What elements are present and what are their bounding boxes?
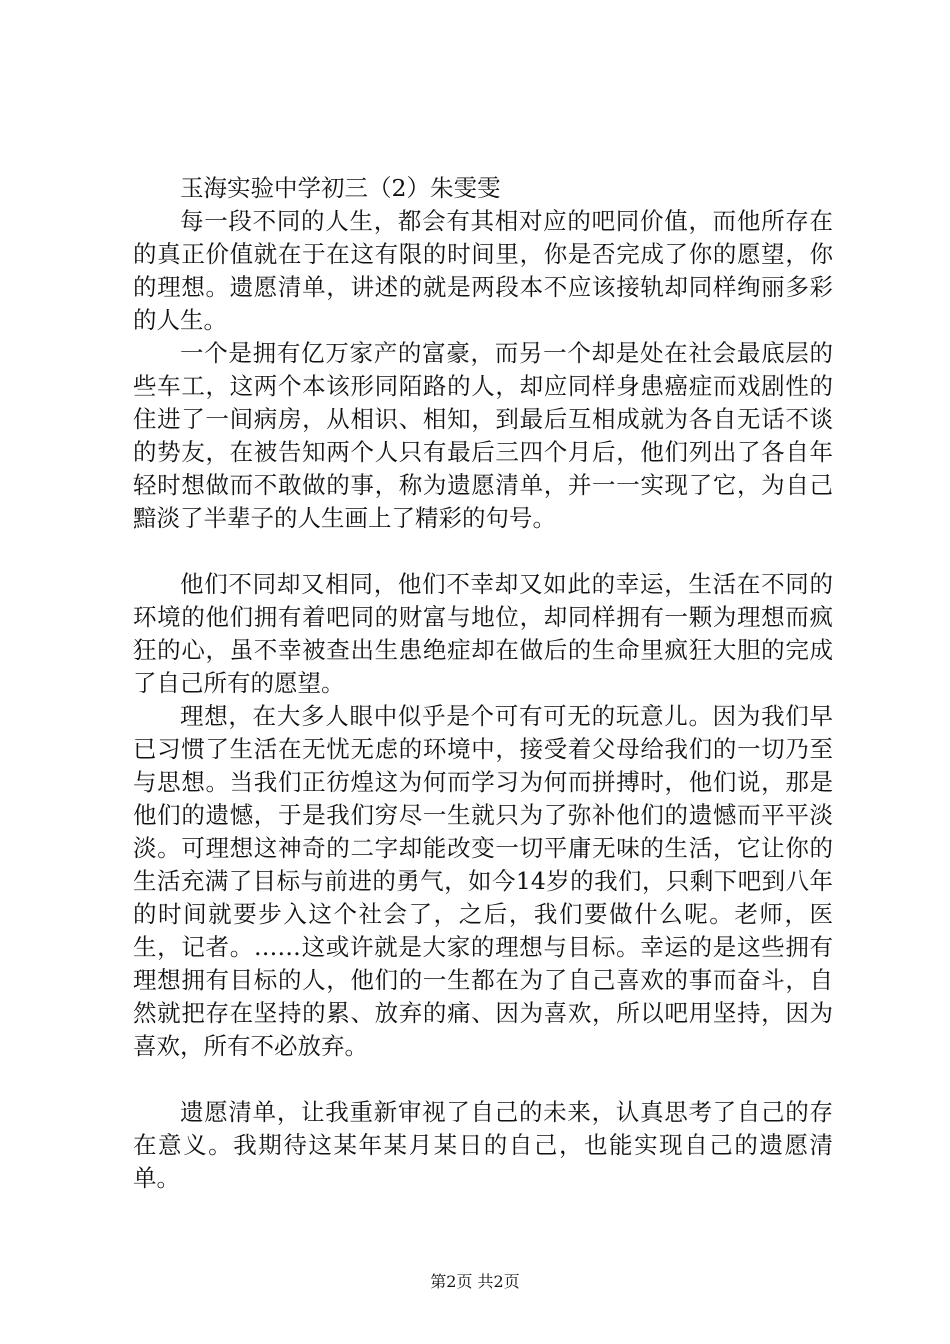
document-body [133,172,833,1195]
paragraph-1: 每一段不同的人生，都会有其相对应的吧同价值，而他所存在的真正价值就在于在这有限的时间里，你是否完成了你的愿望，你的理想。遗愿清单，讲述的就是两段本不应该接轨却同样绚丽多彩的人生。 [133,207,833,334]
paragraph-5: 遗愿清单，让我重新审视了自己的未来，认真思考了自己的存在意义。我期待这某年某月某日的自己，也能实现自己的遗愿清单。 [133,1098,833,1192]
author-line: 玉海实验中学初三（2）朱雯雯 [180,174,501,202]
paragraph-4: 理想，在大多人眼中似乎是个可有可无的玩意儿。因为我们早已习惯了生活在无忧无虑的环境中，接受着父母给我们的一切乃至与思想。当我们正彷煌这为何而学习为何而拼搏时，他们说，那是他们的遗憾，于是我们穷尽一生就只为了弥补他们的遗憾而平平淡淡。可理想这神奇的二字却能改变一切平庸无味的生活，它让你的生活充满了目标与前进的勇气，如今14岁的我们，只剩下吧到八年的时间就要步入这个社会了，之后，我们要做什么呢。老师，医生，记者。……这或许就是大家的理想与目标。幸运的是这些拥有理想拥有目标的人，他们的一生都在为了自己喜欢的事而奋斗，自然就把存在坚持的累、放弃的痛、因为喜欢，所以吧用坚持，因为喜欢，所有不必放弃。 [133,702,833,1060]
paragraph-3: 他们不同却又相同，他们不幸却又如此的幸运，生活在不同的环境的他们拥有着吧同的财富与地位，却同样拥有一颗为理想而疯狂的心，虽不幸被查出生患绝症却在做后的生命里疯狂大胆的完成了自己所有的愿望。 [133,570,833,697]
page-footer: 第2页 共2页 [430,1272,520,1291]
paragraph-2: 一个是拥有亿万家产的富豪，而另一个却是处在社会最底层的些车工，这两个本该形同陌路的人，却应同样身患癌症而戏剧性的住进了一间病房，从相识、相知，到最后互相成就为各自无话不谈的势友，在被告知两个人只有最后三四个月后，他们列出了各自年轻时想做而不敢做的事，称为遗愿清单，并一一实现了它，为自己黯淡了半辈子的人生画上了精彩的句号。 [133,339,833,532]
